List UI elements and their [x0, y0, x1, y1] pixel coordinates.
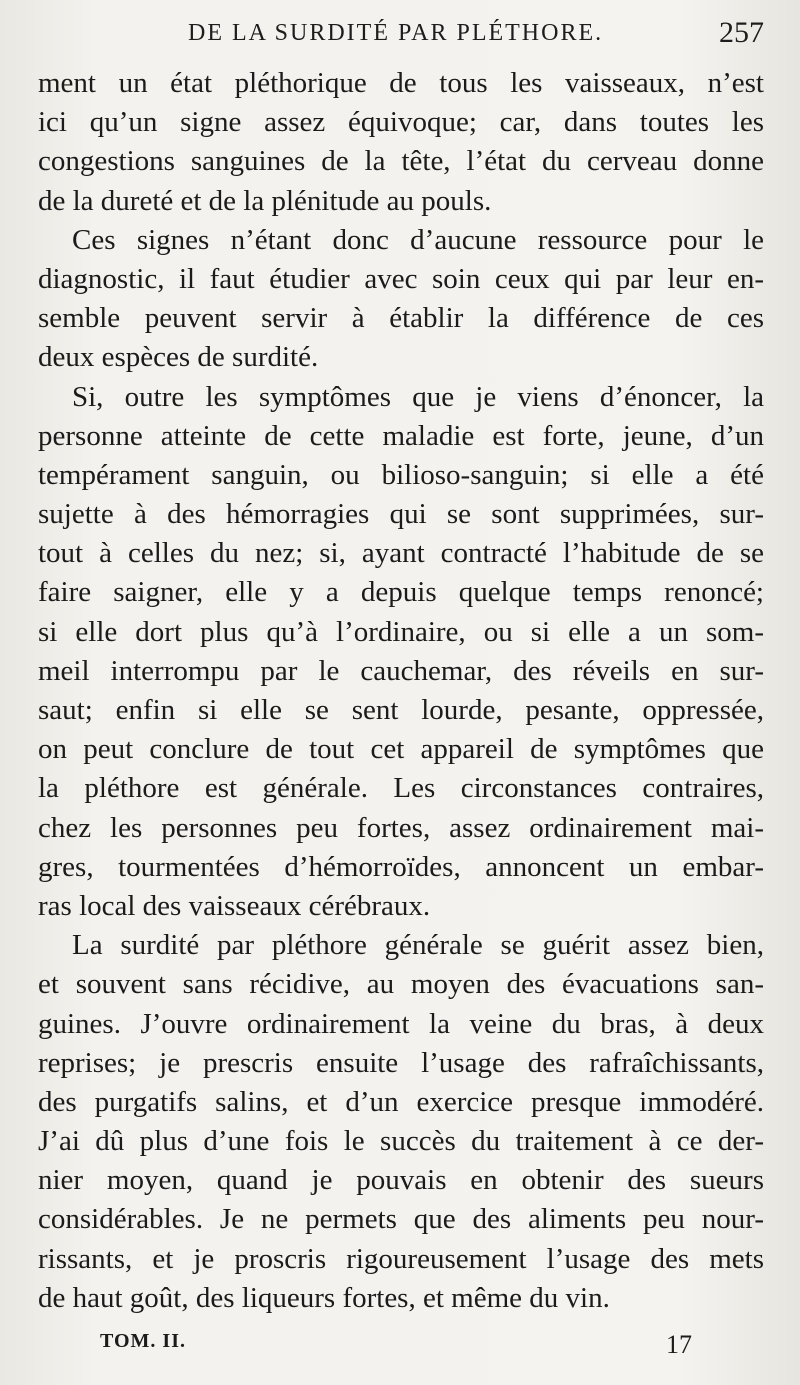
text-line: congestions sanguines de la tête, l’état du cerveau donne: [38, 145, 764, 178]
text-line: rissants, et je proscris rigoureusement l’usage des mets: [38, 1242, 764, 1275]
body-text: [38, 64, 764, 1318]
page-header: [38, 16, 764, 56]
text-line: ici qu’un signe assez équivoque; car, dans toutes les: [38, 106, 764, 139]
paragraph: [38, 221, 764, 378]
text-line: deux espèces de surdité.: [38, 341, 319, 374]
page-number: 257: [719, 16, 764, 49]
text-line: tempérament sanguin, ou bilioso-sanguin; si elle a été: [38, 458, 764, 491]
page-footer: [100, 1330, 700, 1370]
text-line: gres, tourmentées d’hémorroïdes, annoncent un embar-: [38, 850, 764, 883]
paragraph: [38, 926, 764, 1318]
text-line: des purgatifs salins, et d’un exercice presque immodéré.: [38, 1085, 764, 1118]
text-line: la pléthore est générale. Les circonstances contraires,: [38, 772, 764, 805]
text-line: chez les personnes peu fortes, assez ordinairement mai-: [38, 811, 764, 844]
text-line: reprises; je prescris ensuite l’usage des rafraîchissants,: [38, 1046, 764, 1079]
paragraph: [38, 378, 764, 927]
text-line: La surdité par pléthore générale se guérit assez bien,: [72, 929, 764, 962]
text-line: guines. J’ouvre ordinairement la veine du bras, à deux: [38, 1007, 764, 1040]
text-line: ment un état pléthorique de tous les vaisseaux, n’est: [38, 67, 764, 99]
text-line: on peut conclure de tout cet appareil de symptômes que: [38, 733, 764, 766]
text-line: J’ai dû plus d’une fois le succès du traitement à ce der-: [38, 1125, 764, 1158]
paragraph: [38, 64, 764, 221]
text-line: Si, outre les symptômes que je viens d’énoncer, la: [72, 380, 764, 413]
text-line: nier moyen, quand je pouvais en obtenir des sueurs: [38, 1164, 764, 1197]
text-line: ras local des vaisseaux cérébraux.: [38, 889, 431, 922]
signature-mark: 17: [666, 1330, 692, 1359]
text-line: personne atteinte de cette maladie est forte, jeune, d’un: [38, 419, 764, 452]
text-line: faire saigner, elle y a depuis quelque temps renoncé;: [38, 576, 764, 609]
text-line: si elle dort plus qu’à l’ordinaire, ou si elle a un som-: [38, 615, 764, 648]
running-title: DE LA SURDITÉ PAR PLÉTHORE.: [188, 20, 604, 46]
text-line: et souvent sans récidive, au moyen des évacuations san-: [38, 968, 764, 1001]
text-line: sujette à des hémorragies qui se sont supprimées, sur-: [38, 498, 764, 531]
text-line: considérables. Je ne permets que des aliments peu nour-: [38, 1203, 764, 1236]
text-line: de la dureté et de la plénitude au pouls.: [38, 184, 492, 217]
text-line: saut; enfin si elle se sent lourde, pesante, oppressée,: [38, 694, 764, 726]
text-line: semble peuvent servir à établir la différence de ces: [38, 302, 764, 335]
text-line: tout à celles du nez; si, ayant contracté l’habitude de se: [38, 537, 764, 570]
text-line: Ces signes n’étant donc d’aucune ressource pour le: [72, 223, 764, 256]
text-line: meil interrompu par le cauchemar, des réveils en sur-: [38, 654, 764, 687]
text-line: de haut goût, des liqueurs fortes, et même du vin.: [38, 1281, 610, 1314]
volume-mark: TOM. II.: [100, 1330, 186, 1352]
text-line: diagnostic, il faut étudier avec soin ceux qui par leur en-: [38, 262, 764, 295]
